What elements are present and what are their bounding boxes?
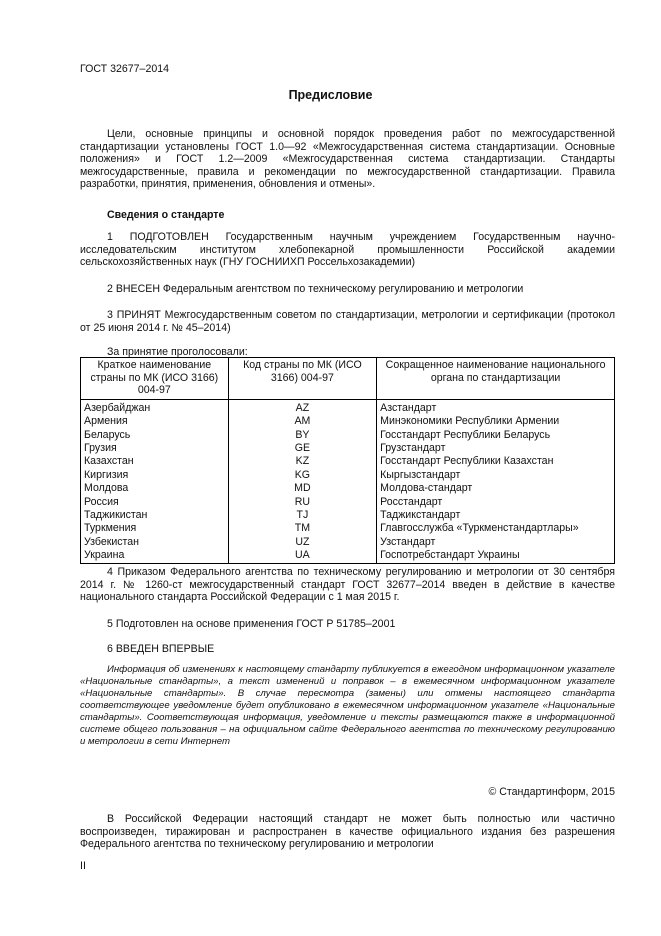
voted-label: За принятие проголосовали: xyxy=(107,346,248,358)
code-cell: BY xyxy=(228,429,376,442)
table-row xyxy=(81,399,615,415)
table-row xyxy=(81,496,615,509)
body-cell: Узстандарт xyxy=(377,536,615,549)
code-cell: TM xyxy=(228,522,376,535)
table-row xyxy=(81,455,615,468)
body-cell: Росстандарт xyxy=(377,496,615,509)
body-cell: Грузстандарт xyxy=(377,442,615,455)
country-cell: Армения xyxy=(81,415,229,428)
item-first: 6 ВВЕДЕН ВПЕРВЫЕ xyxy=(107,643,215,655)
table-row xyxy=(81,429,615,442)
table-header-row xyxy=(81,358,615,400)
table-row xyxy=(81,415,615,428)
code-cell: MD xyxy=(228,482,376,495)
code-cell: TJ xyxy=(228,509,376,522)
item-introduced: 2 ВНЕСЕН Федеральным агентством по техническому регулированию и метрологии xyxy=(107,283,524,295)
table-row xyxy=(81,469,615,482)
country-cell: Грузия xyxy=(81,442,229,455)
code-cell: KZ xyxy=(228,455,376,468)
body-cell: Госпотребстандарт Украины xyxy=(377,549,615,563)
page-number: II xyxy=(80,860,86,872)
country-cell: Беларусь xyxy=(81,429,229,442)
table-row xyxy=(81,442,615,455)
code-cell: UZ xyxy=(228,536,376,549)
table-row xyxy=(81,509,615,522)
body-cell: Минэкономики Республики Армении xyxy=(377,415,615,428)
body-cell: Главгосслужба «Туркменстандартлары» xyxy=(377,522,615,535)
document-code: ГОСТ 32677–2014 xyxy=(80,63,170,75)
country-cell: Молдова xyxy=(81,482,229,495)
column-header-country: Краткое наименование страны по МК (ИСО 3166) 004-97 xyxy=(81,358,229,400)
code-cell: UA xyxy=(228,549,376,563)
item-order: 4 Приказом Федерального агентства по техническому регулированию и метрологии от 30 сентября 2014 г. № 1260-ст межгосударственный стандарт ГОСТ 32677–2014 введен в действие в качестве национального стандарта Российской Федерации с 1 мая 2015 г. xyxy=(80,566,615,604)
country-cell: Киргизия xyxy=(81,469,229,482)
item-adopted: 3 ПРИНЯТ Межгосударственным советом по стандартизации, метрологии и сертификации (протокол от 25 июня 2014 г. № 45–2014) xyxy=(80,309,615,334)
table-row xyxy=(81,536,615,549)
body-cell: Кыргызстандарт xyxy=(377,469,615,482)
code-cell: RU xyxy=(228,496,376,509)
code-cell: KG xyxy=(228,469,376,482)
item-prepared: 1 ПОДГОТОВЛЕН Государственным научным учреждением Государственным научно-исследовательским институтом хлебопекарной промышленности Российской академии сельскохозяйственных наук (ГНУ ГОСНИИХП Россельхозакадемии) xyxy=(80,231,615,269)
section-title: Сведения о стандарте xyxy=(107,209,225,221)
body-cell: Таджикстандарт xyxy=(377,509,615,522)
country-cell: Украина xyxy=(81,549,229,563)
column-header-body: Сокращенное наименование национального органа по стандартизации xyxy=(377,358,615,400)
country-cell: Туркмения xyxy=(81,522,229,535)
voting-table xyxy=(80,357,615,564)
rights-notice: В Российской Федерации настоящий стандарт не может быть полностью или частично воспроизведен, тиражирован и распространен в качестве официального издания без разрешения Федерального агентства по техническому регулированию и метрологии xyxy=(80,813,615,851)
page-title: Предисловие xyxy=(288,88,373,102)
code-cell: AM xyxy=(228,415,376,428)
column-header-code: Код страны по МК (ИСО 3166) 004-97 xyxy=(228,358,376,400)
info-notice: Информация об изменениях к настоящему стандарту публикуется в ежегодном информационном указателе «Национальные стандарты», а текст изменений и поправок – в ежемесячном информационном указателе «Национальные стандарты». В случае пересмотра (замены) или отмены настоящего стандарта соответствующее уведомление будет опубликовано в ежемесячном информационном указателе «Национальные стандарты». Соответствующая информация, уведомление и тексты размещаются также в информационной системе общего пользования – на официальном сайте Федерального агентства по техническому регулированию и метрологии в сети Интернет xyxy=(80,664,615,747)
country-cell: Азербайджан xyxy=(81,399,229,415)
code-cell: AZ xyxy=(228,399,376,415)
body-cell: Госстандарт Республики Беларусь xyxy=(377,429,615,442)
copyright: © Стандартинформ, 2015 xyxy=(488,786,615,798)
code-cell: GE xyxy=(228,442,376,455)
body-cell: Госстандарт Республики Казахстан xyxy=(377,455,615,468)
country-cell: Таджикистан xyxy=(81,509,229,522)
table-row xyxy=(81,482,615,495)
body-cell: Молдова-стандарт xyxy=(377,482,615,495)
item-basis: 5 Подготовлен на основе применения ГОСТ Р 51785–2001 xyxy=(107,618,396,630)
body-cell: Азстандарт xyxy=(377,399,615,415)
table-row xyxy=(81,522,615,535)
country-cell: Казахстан xyxy=(81,455,229,468)
country-cell: Россия xyxy=(81,496,229,509)
intro-paragraph: Цели, основные принципы и основной порядок проведения работ по межгосударственной стандартизации установлены ГОСТ 1.0—92 «Межгосударственная система стандартизации. Основные положения» и ГОСТ 1.2—2009 «Межгосударственная система стандартизации. Стандарты межгосударственные, правила и рекомендации по межгосударственной стандартизации. Правила разработки, принятия, применения, обновления и отмены». xyxy=(80,128,615,191)
table-row xyxy=(81,549,615,563)
country-cell: Узбекистан xyxy=(81,536,229,549)
